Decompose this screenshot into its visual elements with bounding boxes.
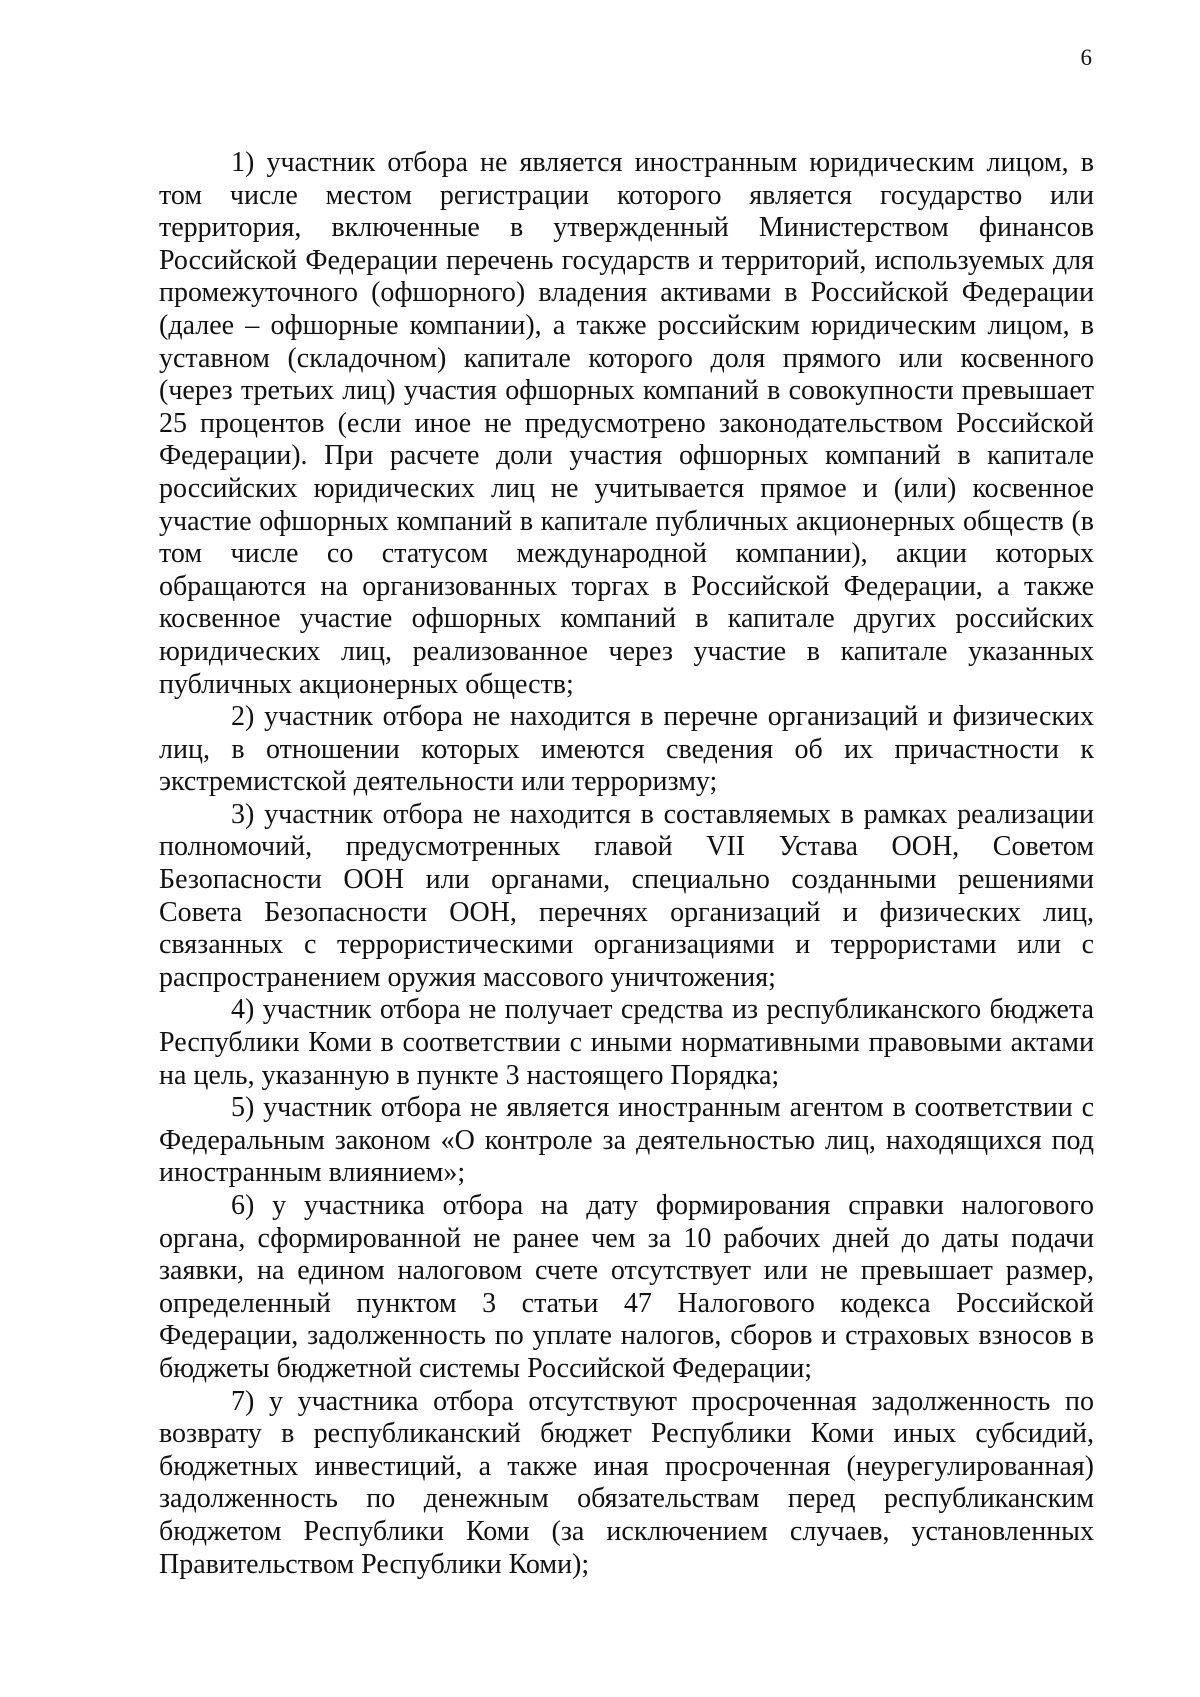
document-body [159, 147, 1094, 1581]
paragraph-item-7: 7) у участника отбора отсутствуют просроченная задолженность по возврату в республиканский бюджет Республики Коми иных субсидий, бюджетных инвестиций, а также иная просроченная (неурегулированная) задолженность по денежным обязательствам перед республиканским бюджетом Республики Коми (за исключением случаев, установленных Правительством Республики Коми); [159, 1385, 1094, 1580]
paragraph-item-3: 3) участник отбора не находится в составляемых в рамках реализации полномочий, предусмотренных главой VII Устава ООН, Советом Безопасности ООН или органами, специально созданными решениями Совета Безопасности ООН, перечнях организаций и физических лиц, связанных с террористическими организациями и террористами или с распространением оружия массового уничтожения; [159, 798, 1094, 993]
paragraph-item-6: 6) у участника отбора на дату формирования справки налогового органа, сформированной не ранее чем за 10 рабочих дней до даты подачи заявки, на едином налоговом счете отсутствует или не превышает размер, определенный пунктом 3 статьи 47 Налогового кодекса Российской Федерации, задолженность по уплате налогов, сборов и страховых взносов в бюджеты бюджетной системы Российской Федерации; [159, 1190, 1094, 1384]
paragraph-item-5: 5) участник отбора не является иностранным агентом в соответствии с Федеральным законом «О контроле за деятельностью лиц, находящихся под иностранным влиянием»; [159, 1092, 1094, 1189]
paragraph-item-1: 1) участник отбора не является иностранным юридическим лицом, в том числе местом регистрации которого является государство или территория, включенные в утвержденный Министерством финансов Российской Федерации перечень государств и территорий, используемых для промежуточного (офшорного) владения активами в Российской Федерации (далее – офшорные компании), а также российским юридическим лицом, в уставном (складочном) капитале которого доля прямого или косвенного (через третьих лиц) участия офшорных компаний в совокупности превышает 25 процентов (если иное не предусмотрено законодательством Российской Федерации). При расчете доли участия офшорных компаний в капитале российских юридических лиц не учитывается прямое и (или) косвенное участие офшорных компаний в капитале публичных акционерных обществ (в том числе со статусом международной компании), акции которых обращаются на организованных торгах в Российской Федерации, а также косвенное участие офшорных компаний в капитале других российских юридических лиц, реализованное через участие в капитале указанных публичных акционерных обществ; [159, 147, 1094, 700]
paragraph-item-4: 4) участник отбора не получает средства из республиканского бюджета Республики Коми в соответствии с иными нормативными правовыми актами на цель, указанную в пункте 3 настоящего Порядка; [159, 994, 1094, 1091]
page-number: 6 [1080, 45, 1092, 70]
paragraph-item-2: 2) участник отбора не находится в перечне организаций и физических лиц, в отношении которых имеются сведения об их причастности к экстремистской деятельности или терроризму; [159, 701, 1094, 798]
